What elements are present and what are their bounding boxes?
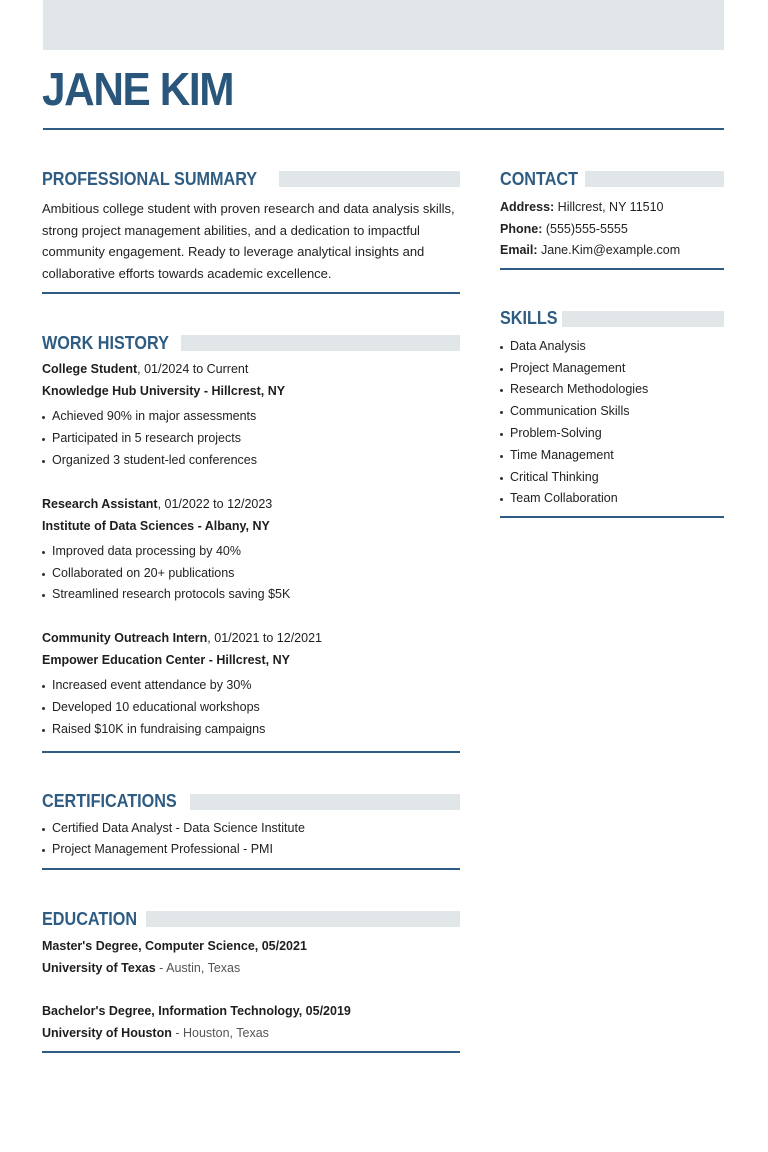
skill-item: Critical Thinking bbox=[500, 467, 724, 489]
education-degree: Master's Degree, Computer Science, 05/2021 bbox=[42, 939, 307, 954]
education-school: University of Houston bbox=[42, 1026, 172, 1041]
job-bullets bbox=[42, 675, 460, 740]
skill-item: Project Management bbox=[500, 358, 724, 380]
work-history-title-bar bbox=[181, 335, 460, 351]
job-bullet: Participated in 5 research projects bbox=[42, 428, 460, 450]
side-column bbox=[500, 168, 724, 518]
certifications-list bbox=[42, 818, 460, 862]
summary-divider bbox=[42, 292, 460, 294]
job-bullet: Streamlined research protocols saving $5K bbox=[42, 584, 460, 606]
job-organization: Empower Education Center - Hillcrest, NY bbox=[42, 653, 290, 668]
header-band bbox=[43, 0, 724, 50]
skills-list bbox=[500, 336, 724, 510]
education-title-bar bbox=[146, 911, 460, 927]
education-entry bbox=[42, 1000, 460, 1044]
email-label: Email: bbox=[500, 243, 538, 258]
phone-label: Phone: bbox=[500, 221, 543, 236]
education-title: EDUCATION bbox=[42, 908, 138, 929]
summary-title-bar bbox=[279, 171, 460, 187]
work-history-title: WORK HISTORY bbox=[42, 332, 169, 353]
header-divider bbox=[43, 128, 724, 130]
job-bullet: Increased event attendance by 30% bbox=[42, 675, 460, 697]
job-role: College Student bbox=[42, 362, 138, 377]
contact-email bbox=[500, 240, 724, 262]
job-organization: Institute of Data Sciences - Albany, NY bbox=[42, 518, 270, 533]
job-title-line bbox=[42, 358, 460, 380]
address-label: Address: bbox=[500, 200, 555, 214]
job-title-line bbox=[42, 493, 460, 515]
job-entry bbox=[42, 358, 460, 471]
job-dates: , 01/2024 to Current bbox=[137, 362, 249, 377]
certification-item: Certified Data Analyst - Data Science Institute bbox=[42, 818, 460, 840]
skill-item: Team Collaboration bbox=[500, 488, 724, 510]
job-bullet: Improved data processing by 40% bbox=[42, 541, 460, 563]
skill-item: Data Analysis bbox=[500, 336, 724, 358]
skill-item: Communication Skills bbox=[500, 401, 724, 423]
job-bullet: Raised $10K in fundraising campaigns bbox=[42, 719, 460, 741]
phone-value: (555)555-5555 bbox=[542, 221, 628, 236]
skill-item: Problem-Solving bbox=[500, 423, 724, 445]
education-entry bbox=[42, 935, 460, 979]
skills-section bbox=[500, 308, 724, 518]
certifications-section bbox=[42, 791, 460, 871]
certification-item: Project Management Professional - PMI bbox=[42, 839, 460, 861]
job-organization: Knowledge Hub University - Hillcrest, NY bbox=[42, 384, 286, 399]
job-dates: , 01/2022 to 12/2023 bbox=[157, 496, 273, 511]
education-degree: Bachelor's Degree, Information Technology, 05/2019 bbox=[42, 1004, 351, 1019]
contact-details bbox=[500, 197, 724, 262]
email-value: Jane.Kim@example.com bbox=[537, 243, 681, 258]
job-bullet: Organized 3 student-led conferences bbox=[42, 450, 460, 472]
work-history-heading bbox=[42, 332, 460, 354]
education-heading bbox=[42, 908, 460, 930]
education-location: - Houston, Texas bbox=[171, 1026, 269, 1041]
certifications-divider bbox=[42, 868, 460, 870]
education-divider bbox=[42, 1051, 460, 1053]
contact-phone bbox=[500, 219, 724, 241]
job-bullet: Achieved 90% in major assessments bbox=[42, 406, 460, 428]
contact-heading bbox=[500, 168, 724, 190]
education-section bbox=[42, 908, 460, 1053]
contact-section bbox=[500, 168, 724, 270]
contact-title-bar bbox=[585, 171, 724, 187]
skills-title-bar bbox=[562, 311, 724, 327]
summary-heading bbox=[42, 168, 460, 190]
certifications-title-bar bbox=[190, 794, 460, 810]
contact-title: CONTACT bbox=[500, 168, 578, 189]
job-bullets bbox=[42, 541, 460, 606]
job-bullet: Collaborated on 20+ publications bbox=[42, 563, 460, 585]
contact-divider bbox=[500, 268, 724, 270]
education-location: - Austin, Texas bbox=[155, 961, 241, 976]
job-role: Community Outreach Intern bbox=[42, 631, 208, 646]
job-entry bbox=[42, 493, 460, 606]
job-bullet: Developed 10 educational workshops bbox=[42, 697, 460, 719]
skills-title: SKILLS bbox=[500, 308, 558, 329]
summary-section bbox=[42, 168, 460, 294]
summary-text: Ambitious college student with proven research and data analysis skills, strong project management abilities, and a dedication to impactful community engagement. Ready to leverage analytical insights and collaborative efforts towards academic excellence. bbox=[42, 201, 455, 281]
work-history-divider bbox=[42, 751, 460, 753]
candidate-name: JANE KIM bbox=[42, 63, 234, 115]
job-bullets bbox=[42, 406, 460, 471]
skills-heading bbox=[500, 308, 724, 330]
certifications-heading bbox=[42, 791, 460, 813]
skill-item: Research Methodologies bbox=[500, 379, 724, 401]
education-school-line bbox=[42, 1022, 460, 1044]
certifications-title: CERTIFICATIONS bbox=[42, 791, 177, 812]
work-history-section bbox=[42, 332, 460, 752]
job-entry bbox=[42, 627, 460, 740]
main-column bbox=[42, 168, 460, 1053]
job-dates: , 01/2021 to 12/2021 bbox=[207, 631, 322, 646]
address-value: Hillcrest, NY 11510 bbox=[554, 200, 664, 214]
skills-divider bbox=[500, 516, 724, 518]
job-role: Research Assistant bbox=[42, 496, 158, 511]
education-school: University of Texas bbox=[42, 961, 156, 976]
job-title-line bbox=[42, 627, 460, 649]
summary-title: PROFESSIONAL SUMMARY bbox=[42, 168, 258, 189]
skill-item: Time Management bbox=[500, 445, 724, 467]
contact-address bbox=[500, 197, 724, 219]
education-school-line bbox=[42, 957, 460, 979]
